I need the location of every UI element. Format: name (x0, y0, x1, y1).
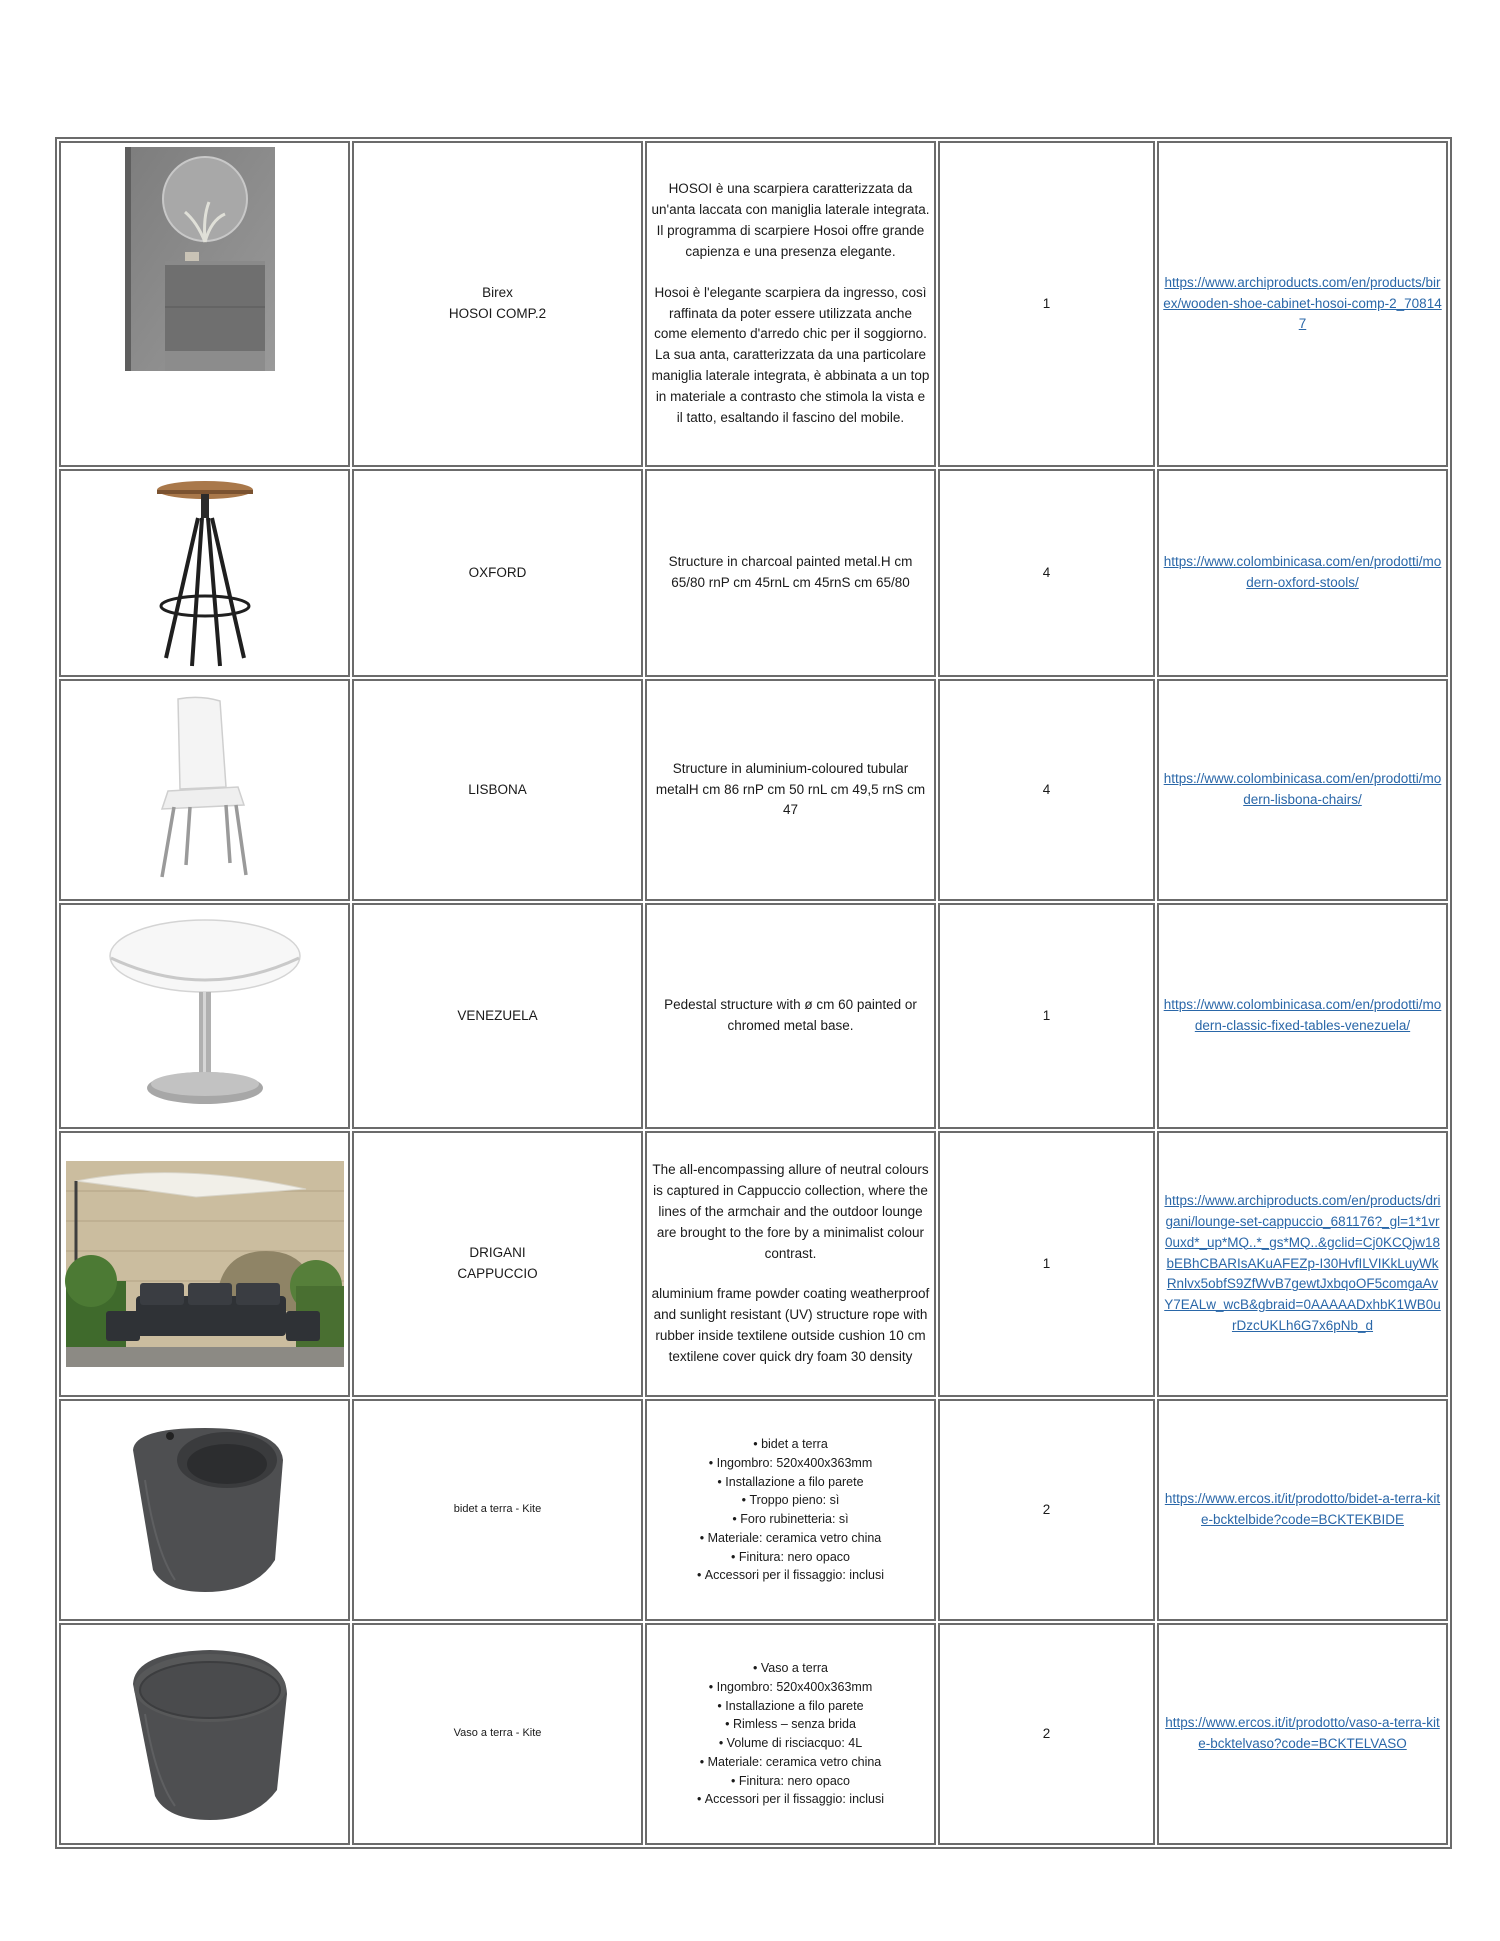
round-table-photo (105, 916, 305, 1116)
product-name-cell (352, 141, 643, 467)
description-paragraph: Hosoi è l'elegante scarpiera da ingresso, così raffinata da poter essere utilizzata anche come elemento d'arredo chic per il soggiorno. La sua anta, caratterizzata da una particolare maniglia laterale integrata, è abbinata a un top in materiale a contrasto che stimola la vista e il tatto, esaltando il fascino del mobile. (651, 284, 930, 426)
description-cell (645, 469, 936, 677)
table-row (59, 1399, 1448, 1621)
link-cell (1157, 469, 1448, 677)
link-cell (1157, 141, 1448, 467)
image-cell (59, 141, 350, 467)
description-cell (645, 679, 936, 901)
product-name-cell (352, 1131, 643, 1397)
stool-photo (140, 478, 270, 668)
spec-item: • Accessori per il fissaggio: inclusi (651, 1566, 930, 1585)
spec-item: • Foro rubinetteria: sì (651, 1510, 930, 1529)
product-link[interactable]: https://www.archiproducts.com/en/products/birex/wooden-shoe-cabinet-hosoi-comp-2_708147 (1163, 274, 1442, 332)
product-link[interactable]: https://www.ercos.it/it/prodotto/bidet-a-terra-kite-bcktelbide?code=BCKTEKBIDE (1164, 1491, 1441, 1527)
products-table (55, 137, 1452, 1849)
table-row (59, 141, 1448, 467)
product-name-line: DRIGANI (469, 1245, 526, 1261)
product-name-line: Birex (482, 285, 513, 301)
product-link[interactable]: https://www.colombinicasa.com/en/prodotti/modern-classic-fixed-tables-venezuela/ (1163, 997, 1442, 1033)
product-name-line: HOSOI COMP.2 (448, 306, 547, 321)
product-name-line: VENEZUELA (457, 1007, 538, 1023)
table-row (59, 903, 1448, 1129)
quantity-cell: 2 (938, 1623, 1155, 1845)
description-paragraph: Pedestal structure with ø cm 60 painted or chromed metal base. (664, 997, 917, 1033)
spec-item: • Volume di risciacquo: 4L (651, 1734, 930, 1753)
link-cell (1157, 1131, 1448, 1397)
description-cell (645, 903, 936, 1129)
product-name-cell (352, 469, 643, 677)
spec-item: • bidet a terra (651, 1435, 930, 1454)
spec-item: • Rimless – senza brida (651, 1715, 930, 1734)
description-cell (645, 1131, 936, 1397)
product-name-line: Vaso a terra - Kite (453, 1727, 542, 1740)
description-paragraph: Structure in aluminium-coloured tubular metalH cm 86 rnP cm 50 rnL cm 49,5 rnS cm 47 (655, 760, 926, 818)
product-name-cell (352, 679, 643, 901)
link-cell (1157, 1623, 1448, 1845)
spec-item: • Finitura: nero opaco (651, 1548, 930, 1567)
description-paragraph: The all-encompassing allure of neutral colours is captured in Cappuccio collection, where the lines of the armchair and the outdoor lounge are brought to the fore by a minimalist colour contrast. (652, 1161, 929, 1261)
quantity-cell: 1 (938, 1131, 1155, 1397)
description-cell (645, 1623, 936, 1845)
product-link[interactable]: https://www.archiproducts.com/en/products/drigani/lounge-set-cappuccio_681176?_gl=1*1vr0uxd*_up*MQ..*_gs*MQ..&gclid=Cj0KCQjw18bEBhCBARIsAKuAFEZp-I30HvfILVIKkLuyWkRnlvx5obfS9ZfWvB7gewtJxbqoOF5comgaAvY7EALw_wcB&gbraid=0AAAAADxhbK1WB0urDzcUKLh6G7x6pNb_d (1164, 1192, 1441, 1334)
spec-item: • Materiale: ceramica vetro china (651, 1753, 930, 1772)
product-link[interactable]: https://www.ercos.it/it/prodotto/vaso-a-terra-kite-bcktelvaso?code=BCKTELVASO (1165, 1715, 1440, 1751)
spec-item: • Troppo pieno: sì (651, 1491, 930, 1510)
shoe-cabinet-photo (125, 147, 275, 371)
spec-item: • Installazione a filo parete (651, 1697, 930, 1716)
image-cell (59, 1623, 350, 1845)
image-cell (59, 469, 350, 677)
description-paragraph: Structure in charcoal painted metal.H cm 65/80 rnP cm 45rnL cm 45rnS cm 65/80 (668, 554, 913, 590)
quantity-cell: 4 (938, 679, 1155, 901)
description-cell (645, 1399, 936, 1621)
link-cell (1157, 679, 1448, 901)
spec-item: • Materiale: ceramica vetro china (651, 1529, 930, 1548)
image-cell (59, 1131, 350, 1397)
link-cell (1157, 1399, 1448, 1621)
spec-list (651, 1435, 930, 1585)
spec-list (651, 1659, 930, 1809)
product-link[interactable]: https://www.colombinicasa.com/en/prodotti/modern-lisbona-chairs/ (1163, 771, 1442, 807)
link-cell (1157, 903, 1448, 1129)
bidet-photo (115, 1420, 295, 1600)
table-row (59, 1623, 1448, 1845)
product-name-cell (352, 1623, 643, 1845)
page-clip (55, 141, 1446, 1807)
product-name-line: CAPPUCCIO (457, 1266, 538, 1281)
spec-item: • Ingombro: 520x400x363mm (651, 1454, 930, 1473)
chair-photo (140, 695, 270, 885)
product-name-cell (352, 1399, 643, 1621)
quantity-cell: 1 (938, 903, 1155, 1129)
description-paragraph: aluminium frame powder coating weatherproof and sunlight resistant (UV) structure rope with rubber inside textilene outside cushion 10 cm textilene cover quick dry foam 30 density (651, 1286, 930, 1365)
spec-item: • Ingombro: 520x400x363mm (651, 1678, 930, 1697)
product-name-line: bidet a terra - Kite (453, 1503, 542, 1516)
spec-item: • Finitura: nero opaco (651, 1772, 930, 1791)
quantity-cell: 2 (938, 1399, 1155, 1621)
toilet-photo (115, 1644, 295, 1824)
outdoor-lounge-photo (66, 1161, 344, 1367)
quantity-cell: 1 (938, 141, 1155, 467)
image-cell (59, 679, 350, 901)
image-cell (59, 903, 350, 1129)
description-paragraph: HOSOI è una scarpiera caratterizzata da un'anta laccata con maniglia laterale integrata. Il programma di scarpiere Hosoi offre grande capienza e una presenza elegante. (651, 180, 930, 259)
product-name-line: LISBONA (468, 781, 527, 797)
quantity-cell: 4 (938, 469, 1155, 677)
spec-item: • Accessori per il fissaggio: inclusi (651, 1790, 930, 1809)
table-row (59, 679, 1448, 901)
product-name-cell (352, 903, 643, 1129)
spec-item: • Installazione a filo parete (651, 1473, 930, 1492)
table-row (59, 469, 1448, 677)
table-row (59, 1131, 1448, 1397)
product-link[interactable]: https://www.colombinicasa.com/en/prodotti/modern-oxford-stools/ (1163, 554, 1442, 590)
spec-item: • Vaso a terra (651, 1659, 930, 1678)
image-cell (59, 1399, 350, 1621)
description-cell (645, 141, 936, 467)
product-name-line: OXFORD (468, 564, 527, 580)
